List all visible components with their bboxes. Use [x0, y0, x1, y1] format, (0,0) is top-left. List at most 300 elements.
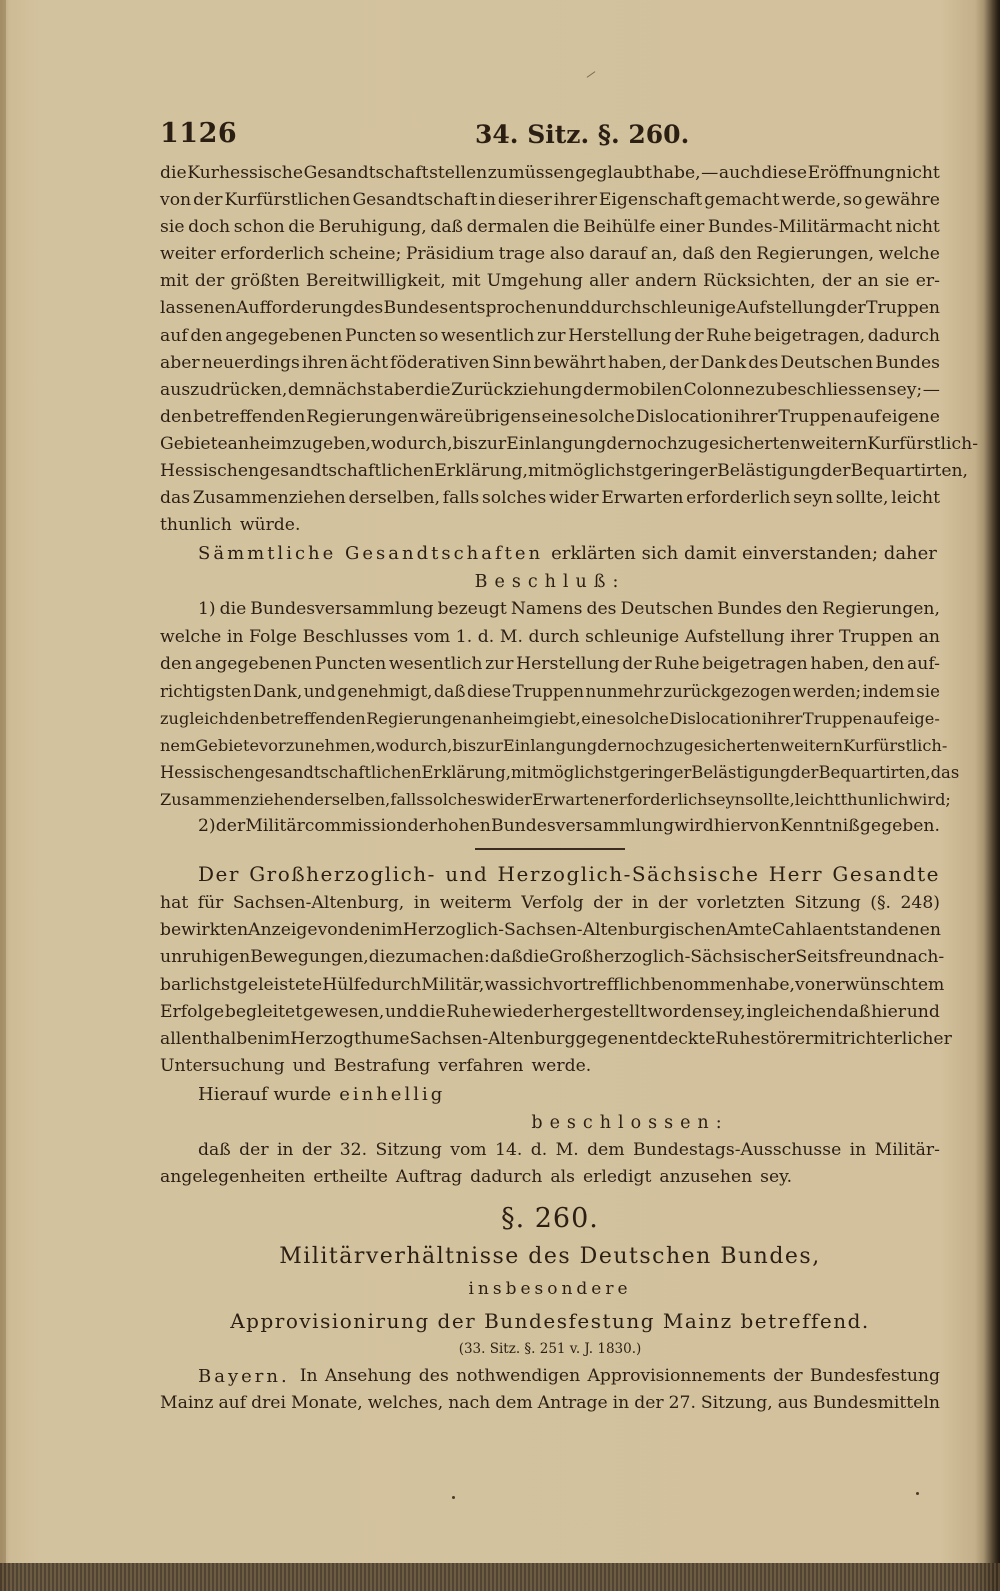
word: eige- [899, 708, 940, 728]
word: den [872, 653, 905, 674]
text-line [160, 1026, 952, 1053]
word: Ruhe [706, 325, 752, 346]
word: zur [537, 325, 566, 346]
text-line [160, 458, 969, 485]
word: wesentlich [440, 325, 535, 346]
word: in [849, 1140, 867, 1160]
word: der [407, 816, 437, 837]
word: Bereitwilligkeit, [305, 271, 446, 292]
text-line [160, 160, 940, 187]
word: hohen [437, 816, 491, 837]
word: Gesandtschaft [303, 163, 429, 183]
word: beschliessen [776, 379, 888, 400]
word: d. [477, 626, 495, 647]
word: Ruhe [654, 653, 700, 674]
word: wodurch, [375, 735, 453, 755]
word: und [303, 681, 336, 701]
word: solches [481, 488, 547, 509]
word: durch [590, 298, 642, 319]
word: 248) [900, 893, 940, 914]
word: nem [160, 735, 196, 755]
word: Militär, [421, 974, 485, 995]
word: durch [528, 626, 580, 647]
word: weiterm [439, 893, 512, 914]
word: sey, [713, 1001, 746, 1022]
word: Gebiete [195, 735, 260, 755]
word: zugesicherten [677, 433, 801, 454]
running-head: 34. Sitz. §. 260. [475, 120, 690, 149]
word: der [597, 735, 625, 755]
word: dem [587, 1140, 625, 1160]
section-number: §. 260. [501, 1203, 599, 1235]
word: Dank [700, 352, 747, 373]
word: ächt [350, 352, 388, 373]
word: die [423, 379, 451, 400]
word: zu [292, 433, 313, 454]
word: geringer [619, 762, 692, 782]
word: an [918, 626, 940, 647]
word: dadurch [867, 325, 940, 346]
word: diese [761, 163, 808, 183]
word: der [674, 325, 704, 346]
word: Bequartirten, [818, 762, 931, 782]
beschlossen-heading: beschlossen: [531, 1112, 729, 1133]
text-line [160, 512, 940, 539]
word: Puncten [314, 653, 387, 674]
word: in [631, 893, 649, 914]
word: der [658, 893, 688, 914]
word: dermalen [466, 217, 550, 238]
word: vortrefflich [553, 974, 651, 995]
word: der [669, 352, 699, 373]
word: welches, [367, 1393, 444, 1414]
word: Dank, [253, 681, 303, 701]
page-header [160, 118, 940, 158]
word: — [701, 163, 719, 183]
text-line [160, 786, 951, 813]
word: erwünschtem [826, 974, 945, 995]
word: und [292, 1055, 326, 1076]
word: des [353, 298, 384, 319]
word: Beruhigung, [318, 217, 427, 238]
word: Bestrafung [333, 1055, 431, 1076]
text-line [160, 705, 940, 732]
word: hier [871, 1001, 907, 1022]
word: die [160, 163, 187, 183]
word: bewährt [533, 352, 606, 373]
word: giebt, [533, 708, 581, 728]
word: Eigenschaft [598, 190, 703, 211]
section-subject: Approvisionirung der Bundesfestung Mainz betreffend. [230, 1309, 870, 1334]
text-line [160, 813, 940, 840]
word: lassenen [160, 298, 236, 319]
word: thunlich [160, 515, 232, 536]
section-divider [475, 848, 625, 850]
word: ingleichen [746, 1001, 838, 1022]
word: was [484, 974, 519, 995]
word: in [276, 1140, 294, 1160]
word: von [317, 920, 349, 941]
text-line [160, 732, 948, 759]
word: auszudrücken, [160, 379, 288, 400]
word: die [522, 947, 550, 968]
word: ertheilte [313, 1167, 388, 1188]
word: zurückgezogen [663, 681, 791, 701]
word: Seits [795, 947, 839, 968]
word: Belästigung [717, 461, 822, 482]
word: Gebiete [160, 433, 228, 454]
word: daß [430, 217, 464, 238]
word: Erwarten [601, 488, 684, 509]
word: Bundesversammlung [490, 816, 675, 837]
word: Kenntniß [780, 816, 860, 837]
word: geben, [312, 433, 372, 454]
text-line [160, 1164, 940, 1191]
word: in [413, 893, 431, 914]
word: drei [251, 1393, 286, 1414]
word: Bewegungen, [250, 947, 369, 968]
word: auf [160, 325, 188, 346]
word: Deutschen [780, 352, 874, 373]
word: den [160, 406, 193, 427]
word: Aufforderung [236, 298, 353, 319]
word: Zusammenziehen [160, 790, 305, 810]
word: den [160, 653, 193, 674]
word: zugleich [160, 708, 229, 728]
word: das [930, 762, 960, 782]
word: gesandtschaftlichen [259, 461, 435, 482]
word: begleitet [224, 1001, 303, 1022]
word: die [418, 1001, 446, 1022]
word: Herstellung [516, 653, 620, 674]
word: und [557, 298, 591, 319]
word: ihren [301, 352, 349, 373]
word: zu [755, 379, 776, 400]
text-line [160, 624, 940, 651]
word: stellen [429, 163, 488, 183]
word: sie [916, 681, 940, 701]
section-title: Militärverhältnisse des Deutschen Bundes, [279, 1244, 821, 1270]
word: der [239, 1140, 269, 1160]
word: aber [160, 352, 200, 373]
word: aus [777, 1393, 808, 1414]
word: erforderlich [609, 790, 708, 810]
word: Sitzung [375, 1140, 442, 1160]
word: weitern [780, 735, 844, 755]
word: Aufstellung [684, 626, 785, 647]
paragraph-presidium [160, 160, 979, 539]
word: betreffenden [193, 406, 306, 427]
word: Sinn [491, 352, 532, 373]
word: Bundestags-Ausschusse [633, 1140, 842, 1160]
word: Zurückziehung [451, 379, 583, 400]
word: haben, [810, 653, 870, 674]
word: ihrer [761, 708, 803, 728]
word: sey. [760, 1167, 793, 1188]
word: indem [862, 681, 915, 701]
word: Antrage [537, 1393, 608, 1414]
word: daß [837, 1001, 871, 1022]
word: ihrer [790, 626, 834, 647]
word: mobilen [612, 379, 683, 400]
word: dadurch [470, 1167, 543, 1188]
word: Umgehung [486, 271, 583, 292]
specks [452, 1496, 455, 1499]
word: von [160, 190, 192, 211]
section-reference: (33. Sitz. §. 251 v. J. 1830.) [458, 1341, 642, 1358]
word: machen: [415, 947, 490, 968]
word: Präsidium [405, 244, 495, 265]
word: trage [498, 244, 546, 265]
text-line [160, 295, 940, 322]
word: 1) [198, 599, 216, 620]
word: wider [549, 488, 599, 509]
text-line [160, 944, 945, 971]
word: Cahla [772, 920, 823, 941]
word: Untersuchung [160, 1055, 285, 1076]
word: an [857, 271, 879, 292]
word: Puncten [345, 325, 417, 346]
word: Gesandte [832, 862, 940, 887]
text-line [160, 596, 940, 623]
word: Dislocation [669, 708, 762, 728]
word: Sitzung, [700, 1393, 773, 1414]
word: welche [160, 626, 222, 647]
book-binding-shadow [984, 0, 1000, 1591]
word: Militär- [874, 1140, 940, 1160]
word: ihrer [734, 406, 778, 427]
word: wieder [492, 1001, 552, 1022]
word: Herzoglich-Sachsen-Altenburgischen [402, 920, 727, 941]
word: Zusammenziehen [192, 488, 346, 509]
word: schleunige [641, 298, 736, 319]
word: benommen [650, 974, 748, 995]
word: betreffenden [260, 708, 366, 728]
text-line [160, 268, 940, 295]
word: Regierungen, [822, 599, 940, 620]
text-line [160, 187, 940, 214]
word: der [821, 461, 851, 482]
word: mit [451, 271, 481, 292]
word: haben, [607, 352, 667, 373]
word: schleunige [585, 626, 680, 647]
word: Colonne [683, 379, 756, 400]
word: nach [448, 1393, 491, 1414]
word: erledigt [582, 1167, 652, 1188]
word: Kurfürstlich- [867, 433, 979, 454]
body-text [160, 160, 979, 1417]
word: vom [450, 1140, 487, 1160]
word: in [226, 626, 244, 647]
word: zur [477, 433, 507, 454]
word: die [288, 217, 315, 238]
word: zu [395, 947, 416, 968]
word: zu [487, 163, 508, 183]
word: daß [433, 681, 466, 701]
word: der [622, 653, 652, 674]
word: daß [198, 1140, 231, 1160]
word: Großherzoglich- [249, 862, 436, 887]
word: habe, [747, 974, 796, 995]
word: gewähre [864, 190, 940, 211]
word: Belästigung [691, 762, 791, 782]
word: Sachsen-Altenburg, [232, 893, 405, 914]
agreement-rest: erklärten sich damit einverstanden; daher [551, 543, 937, 565]
word: den [719, 244, 752, 265]
word: den [190, 325, 223, 346]
text-line [160, 1137, 940, 1164]
word: Hessischen [160, 762, 255, 782]
word: anheim [227, 433, 293, 454]
word: 2) [198, 816, 216, 837]
word: worden [647, 1001, 714, 1022]
word: für [197, 893, 224, 914]
word: falls [390, 790, 425, 810]
word: der [790, 762, 819, 782]
word: auf [873, 708, 900, 728]
word: dieser [497, 190, 552, 211]
word: in [479, 190, 496, 211]
unanimous-line [160, 1080, 940, 1110]
word: ihrer [553, 190, 597, 211]
text-line [160, 1390, 940, 1417]
word: daß [682, 244, 715, 265]
word: Bequartirten, [850, 461, 969, 482]
word: allenthalben [160, 1028, 269, 1049]
text-line [160, 890, 940, 917]
page-left-edge [0, 0, 6, 1591]
word: freundnach- [838, 947, 945, 968]
word: diese [467, 681, 512, 701]
word: aller [589, 271, 629, 292]
word: hat [160, 893, 189, 914]
word: vorzunehmen, [259, 735, 376, 755]
word: zur [476, 735, 503, 755]
word: richterlicher [842, 1028, 952, 1049]
word: falls [442, 488, 480, 509]
word: daß [489, 947, 523, 968]
word: Rücksichten, [702, 271, 816, 292]
word: die [552, 217, 580, 238]
word: Sitzung [794, 893, 861, 914]
word: Herstellung [568, 325, 672, 346]
word: des [748, 352, 779, 373]
word: zugesicherten [664, 735, 781, 755]
word: Regierungen [306, 406, 419, 427]
word: Großherzoglich-Sächsischer [549, 947, 796, 968]
word: erforderlich [220, 244, 325, 265]
word: müssen [508, 163, 575, 183]
word: vorletzten [696, 893, 785, 914]
word: 32. [339, 1140, 368, 1160]
word: Einlangung [506, 433, 607, 454]
word: wesentlich [388, 653, 483, 674]
word: Herzoglich-Sächsische [497, 862, 760, 887]
word: durch [370, 974, 422, 995]
text-line [160, 1363, 940, 1390]
word: Beihülfe [583, 217, 656, 238]
word: weiter [160, 244, 216, 265]
text-line [160, 678, 940, 705]
text-line [160, 214, 940, 241]
text-line [160, 241, 940, 268]
word: Mainz [160, 1393, 214, 1414]
word: werden; [792, 681, 862, 701]
word: Verfolg [521, 893, 584, 914]
word: Regierungen, [756, 244, 875, 265]
word: werde. [531, 1055, 592, 1076]
word: 1. [455, 626, 473, 647]
word: Truppen [839, 626, 914, 647]
word: föderativen [390, 352, 490, 373]
word: weitern [800, 433, 868, 454]
word: Amte [726, 920, 773, 941]
word: mit [813, 1028, 843, 1049]
word: mit [528, 461, 557, 482]
word: sollte, [745, 790, 795, 810]
word: solche [579, 406, 635, 427]
word: den [348, 920, 381, 941]
word: entstandenen [822, 920, 941, 941]
word: Deutschen [620, 599, 714, 620]
page-bottom-edge [0, 1563, 1000, 1591]
word: Truppen [778, 406, 853, 427]
word: und [445, 862, 489, 887]
word: Bundes [383, 298, 449, 319]
word: Erwarten [531, 790, 610, 810]
text-line [160, 350, 940, 377]
word: leicht [794, 790, 841, 810]
word: wider [485, 790, 532, 810]
word: nicht [895, 217, 940, 238]
word: derselben, [304, 790, 391, 810]
word: Bundes [717, 599, 782, 620]
word: von [795, 974, 827, 995]
word: auf [218, 1393, 247, 1414]
text-line [160, 323, 940, 350]
text-line [160, 999, 940, 1026]
word: schon [233, 217, 285, 238]
word: Sachsen-Altenburg [409, 1028, 576, 1049]
word: und [385, 1001, 419, 1022]
word: geringer [641, 461, 718, 482]
word: solches [424, 790, 486, 810]
word: M. [499, 626, 523, 647]
word: werde, [781, 190, 842, 211]
word: beigetragen, [754, 325, 866, 346]
word: seyn [707, 790, 746, 810]
word: Ruhestörer [715, 1028, 814, 1049]
word: das [160, 488, 191, 509]
text-line [160, 860, 940, 890]
paragraph-saxony [160, 860, 952, 1080]
word: 14. [495, 1140, 523, 1160]
word: einer [659, 217, 705, 238]
text-line [160, 404, 940, 431]
agreement-spaced: Sämmtliche Gesandtschaften [198, 543, 544, 565]
word: solche [616, 708, 669, 728]
word: möglichst [538, 762, 620, 782]
word: Bundes-Militärmacht [707, 217, 893, 238]
word: habe, [652, 163, 701, 183]
word: den [229, 708, 260, 728]
word: gesandtschaftlichen [254, 762, 422, 782]
word: entsprochen [448, 298, 557, 319]
specks [916, 1492, 919, 1495]
unanimous-spaced: einhellig [339, 1083, 446, 1105]
word: nicht [895, 163, 940, 183]
word: Monate, [290, 1393, 363, 1414]
